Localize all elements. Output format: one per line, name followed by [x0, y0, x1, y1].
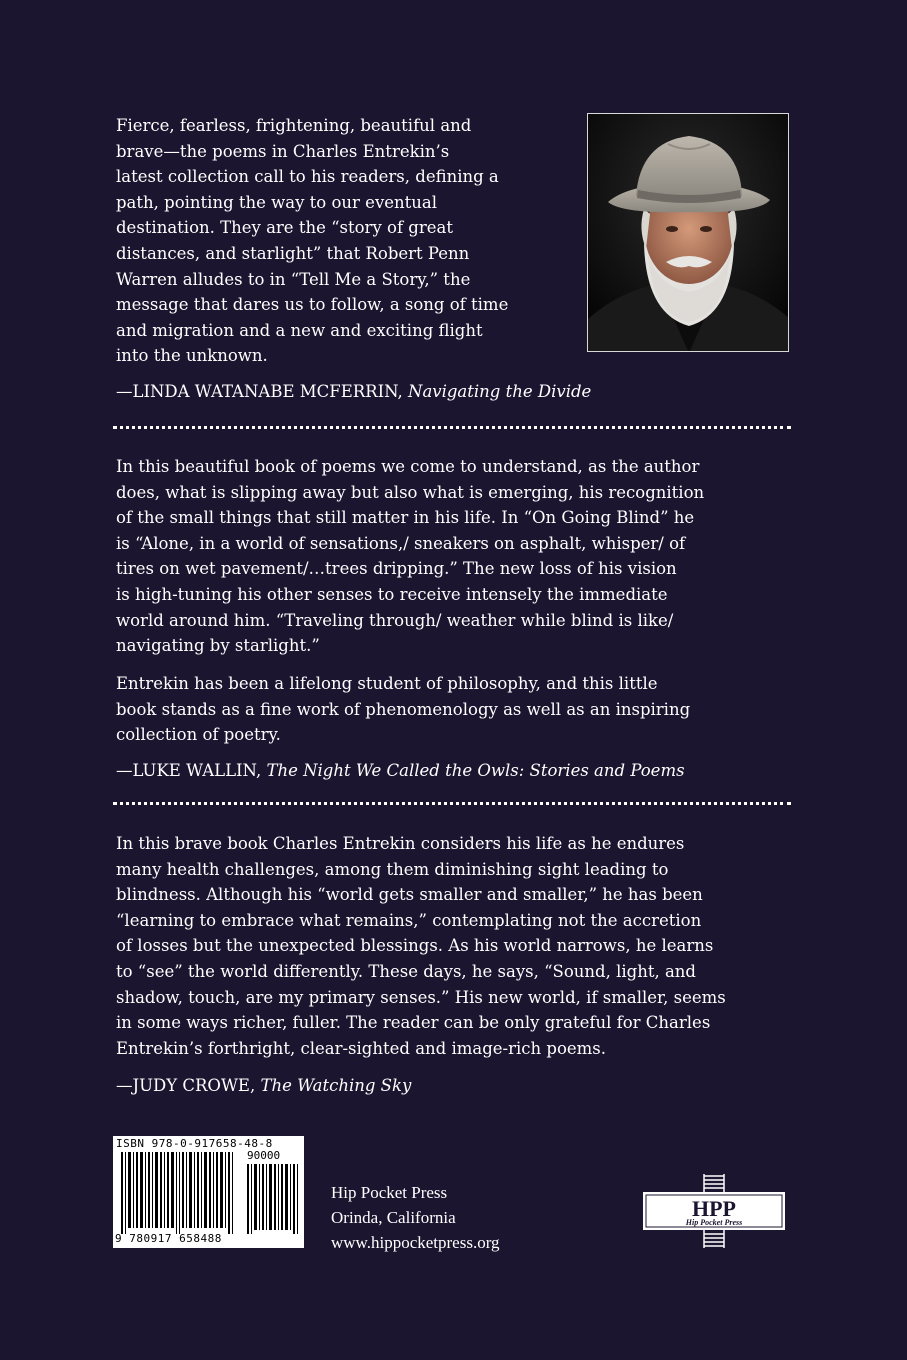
review-line: message that dares us to follow, a song of time	[116, 295, 509, 315]
review-line: to “see” the world differently. These days, he says, “Sound, light, and	[116, 961, 696, 981]
review-1-attribution	[116, 382, 591, 401]
review-line: is high-tuning his other senses to receive intensely the immediate	[116, 584, 668, 604]
review-line: tires on wet pavement/…trees dripping.” The new loss of his vision	[116, 559, 677, 579]
review-line: blindness. Although his “world gets smaller and smaller,” he has been	[116, 885, 703, 905]
reviewer-book-title: The Watching Sky	[260, 1076, 412, 1095]
review-line: is “Alone, in a world of sensations,/ sneakers on asphalt, whisper/ of	[116, 533, 686, 553]
isbn-digits: 9 780917 658488	[115, 1232, 222, 1245]
logo-tagline: Hip Pocket Press	[685, 1218, 743, 1227]
review-line: path, pointing the way to our eventual	[116, 192, 438, 212]
review-line: destination. They are the “story of great	[116, 218, 453, 238]
isbn-barcode	[113, 1136, 304, 1248]
review-3-attribution	[116, 1076, 411, 1095]
review-line: of losses but the unexpected blessings. As his world narrows, he learns	[116, 936, 714, 956]
review-line: In this brave book Charles Entrekin considers his life as he endures	[116, 834, 685, 853]
review-2-paragraph-1	[116, 454, 704, 659]
isbn-label: ISBN 978-0-917658-48-8	[116, 1137, 273, 1150]
reviewer-book-title: The Night We Called the Owls: Stories and Poems	[266, 761, 685, 780]
publisher-info	[331, 1180, 500, 1255]
review-3-text	[116, 831, 726, 1061]
review-line: Warren alludes to in “Tell Me a Story,” the	[116, 269, 471, 289]
review-line: distances, and starlight” that Robert Penn	[116, 243, 470, 263]
logo-letters: HPP	[692, 1196, 736, 1221]
review-line: does, what is slipping away but also what is emerging, his recognition	[116, 482, 705, 502]
review-line: many health challenges, among them diminishing sight leading to	[116, 859, 669, 879]
review-line: latest collection call to his readers, defining a	[116, 167, 499, 187]
review-line: book stands as a fine work of phenomenology as well as an inspiring	[116, 699, 691, 719]
price-code: 90000	[247, 1149, 281, 1162]
publisher-location: Orinda, California	[331, 1208, 456, 1227]
review-line: brave—the poems in Charles Entrekin’s	[116, 141, 450, 161]
reviewer-name: —LUKE WALLIN,	[116, 761, 267, 780]
dotted-divider	[113, 802, 791, 805]
hpp-logo-mark	[641, 1172, 787, 1250]
review-line: Entrekin’s forthright, clear-sighted and image-rich poems.	[116, 1038, 607, 1058]
publisher-name: Hip Pocket Press	[331, 1183, 448, 1202]
review-line: in some ways richer, fuller. The reader can be only grateful for Charles	[116, 1013, 711, 1033]
reviewer-name: —LINDA WATANABE MCFERRIN,	[116, 382, 408, 401]
review-line: shadow, touch, are my primary senses.” His new world, if smaller, seems	[116, 987, 726, 1007]
review-line: into the unknown.	[116, 346, 268, 366]
review-line: “learning to embrace what remains,” contemplating not the accretion	[116, 910, 702, 930]
review-line: In this beautiful book of poems we come to understand, as the author	[116, 457, 700, 476]
review-line: of the small things that still matter in his life. In “On Going Blind” he	[116, 508, 695, 528]
publisher-website[interactable]: www.hippocketpress.org	[331, 1233, 500, 1252]
author-photo	[587, 113, 789, 352]
review-1-text	[116, 113, 508, 369]
author-portrait-image	[588, 114, 789, 352]
review-line: Fierce, fearless, frightening, beautiful and	[116, 116, 472, 135]
review-2-paragraph-2	[116, 671, 690, 748]
reviewer-name: —JUDY CROWE,	[116, 1076, 261, 1095]
review-line: world around him. “Traveling through/ weather while blind is like/	[116, 610, 674, 630]
hpp-logo	[641, 1172, 787, 1250]
reviewer-book-title: Navigating the Divide	[408, 382, 592, 401]
review-2-attribution	[116, 761, 685, 780]
dotted-divider	[113, 426, 791, 429]
review-line: and migration and a new and exciting flight	[116, 320, 483, 340]
review-line: Entrekin has been a lifelong student of philosophy, and this little	[116, 674, 658, 693]
review-line: collection of poetry.	[116, 725, 281, 745]
review-line: navigating by starlight.”	[116, 636, 320, 656]
